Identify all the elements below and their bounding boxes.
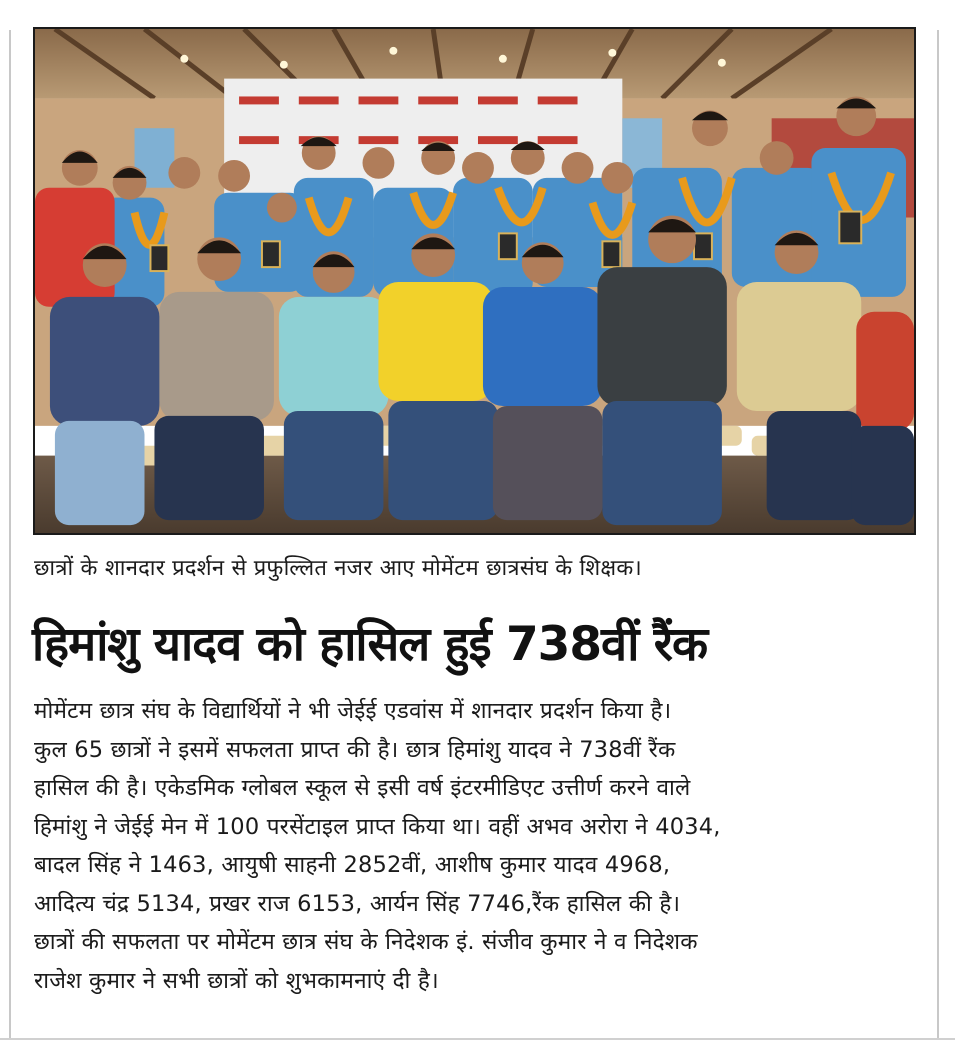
column-rule-bottom	[0, 1038, 955, 1040]
body-line: छात्रों की सफलता पर मोमेंटम छात्र संघ के निदेशक इं. संजीव कुमार ने व निदेशक	[34, 929, 698, 955]
body-line: हिमांशु ने जेईई मेन में 100 परसेंटाइल प्राप्त किया था। वहीं अभव अरोरा ने 4034,	[34, 813, 721, 840]
body-line: हासिल की है। एकेडमिक ग्लोबल स्कूल से इसी वर्ष इंटरमीडिएट उत्तीर्ण करने वाले	[34, 775, 691, 801]
group-photo	[33, 27, 916, 535]
column-rule-right	[937, 30, 939, 1040]
body-line: बादल सिंह ने 1463, आयुषी साहनी 2852वीं, आशीष कुमार यादव 4968,	[34, 852, 671, 878]
body-line: कुल 65 छात्रों ने इसमें सफलता प्राप्त की है। छात्र हिमांशु यादव ने 738वीं रैंक	[34, 736, 676, 763]
column-rule-left	[9, 30, 11, 1040]
body-line: मोमेंटम छात्र संघ के विद्यार्थियों ने भी जेईई एडवांस में शानदार प्रदर्शन किया है।	[34, 698, 672, 724]
article-body	[34, 692, 919, 1000]
body-line: आदित्य चंद्र 5134, प्रखर राज 6153, आर्यन सिंह 7746,रैंक हासिल की है।	[34, 890, 681, 917]
group-photo-image	[35, 29, 914, 533]
headline: हिमांशु यादव को हासिल हुई 738वीं रैंक	[32, 617, 708, 672]
photo-caption: छात्रों के शानदार प्रदर्शन से प्रफुल्लित नजर आए मोमेंटम छात्रसंघ के शिक्षक।	[34, 556, 642, 581]
body-line: राजेश कुमार ने सभी छात्रों को शुभकामनाएं दी है।	[34, 967, 439, 994]
